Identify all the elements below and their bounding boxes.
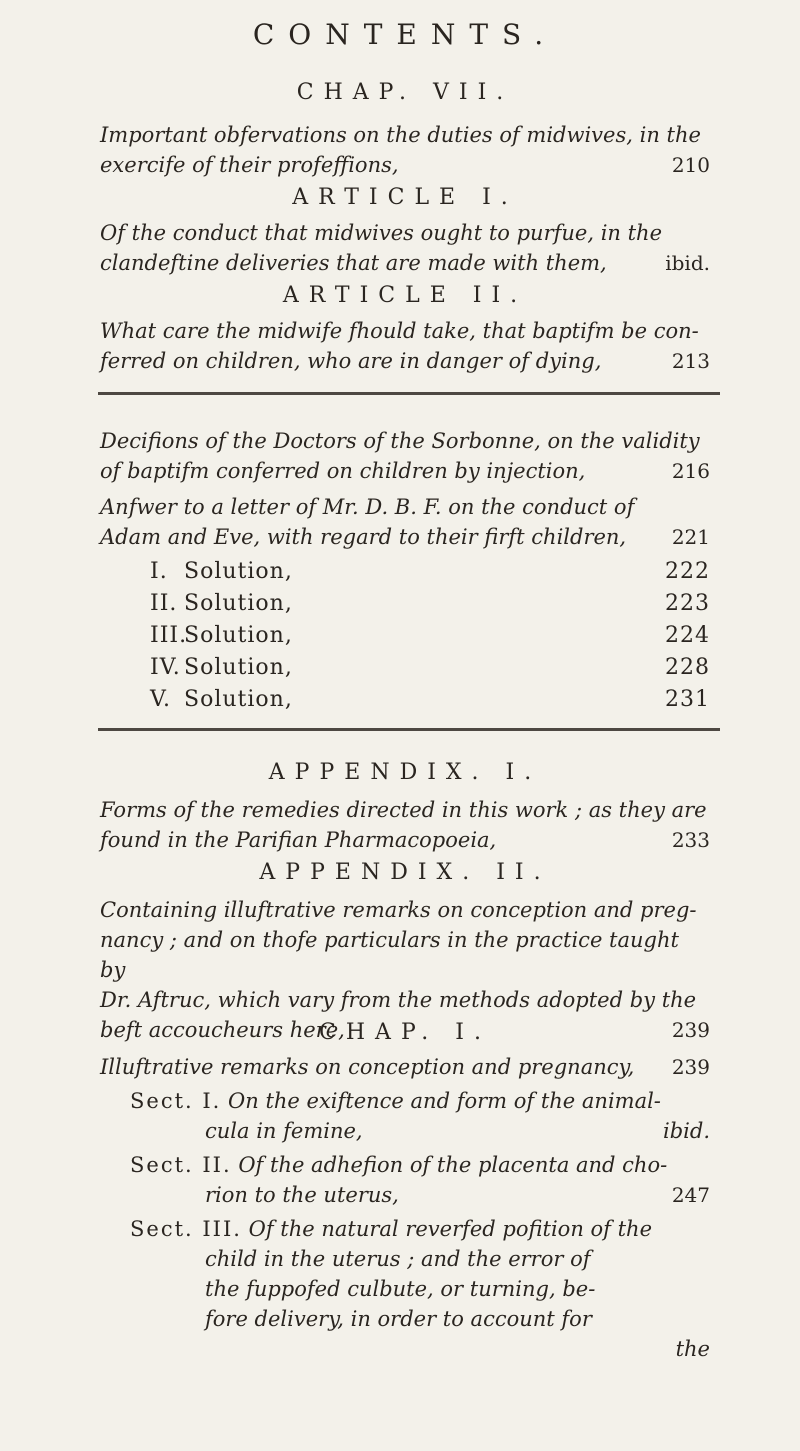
- solution-row: [150, 684, 710, 716]
- solution-label: Solution,: [184, 623, 293, 648]
- page-number: 210: [671, 153, 710, 177]
- sect2-label: Sect. II.: [130, 1153, 232, 1177]
- sect2-row2: [130, 1180, 710, 1210]
- decisions-line2: of baptifm conferred on children by injection,: [100, 459, 586, 483]
- page-number: 233: [671, 828, 710, 852]
- section-divider: [98, 728, 720, 731]
- solution-row: [150, 652, 710, 684]
- article2-row2: [100, 346, 710, 376]
- chap1-entry: [100, 1052, 710, 1082]
- page-number: 228: [665, 655, 710, 680]
- solution-row: [150, 588, 710, 620]
- sect1-row2: [130, 1116, 710, 1146]
- appendix1-entry: [100, 795, 710, 855]
- appendix2-heading: APPENDIX. II.: [259, 860, 551, 885]
- article1-line1: Of the conduct that midwives ought to purfue, in the: [100, 221, 663, 245]
- page-number: 223: [665, 591, 710, 616]
- sect2-entry: [130, 1150, 710, 1210]
- article1-heading: ARTICLE I.: [292, 185, 518, 210]
- chap1-row: [100, 1052, 710, 1082]
- page-number: 224: [665, 623, 710, 648]
- chap1-heading: CHAP. I.: [319, 1020, 491, 1045]
- sect1-label: Sect. I.: [130, 1089, 222, 1113]
- sect2-line1: Of the adhefion of the placenta and cho-: [238, 1153, 668, 1177]
- appendix1-line2: found in the Parifian Pharmacopoeia,: [100, 828, 497, 852]
- solution-row: [150, 620, 710, 652]
- article1-row2: [100, 248, 710, 278]
- appendix2-line3: Dr. Aftruc, which vary from the methods adopted by the: [100, 988, 697, 1012]
- sect3-line2: child in the uterus ; and the error of: [205, 1247, 591, 1271]
- sect1-line1: On the exiftence and form of the animal-: [228, 1089, 661, 1113]
- sect3-line4: fore delivery, in order to account for: [205, 1307, 592, 1331]
- decisions-line1: Decifions of the Doctors of the Sorbonne, on the validity: [100, 429, 700, 453]
- page-number: 213: [671, 349, 710, 373]
- appendix1-heading: APPENDIX. I.: [268, 760, 542, 785]
- answer-line2: Adam and Eve, with regard to their firft children,: [100, 525, 627, 549]
- solution-label: Solution,: [184, 655, 293, 680]
- article2-entry: [100, 316, 710, 376]
- answer-row2: [100, 522, 710, 552]
- contents-title: CONTENTS.: [252, 18, 558, 51]
- page-number: 239: [671, 1055, 710, 1079]
- page-number: 239: [671, 1018, 710, 1042]
- section-divider: [98, 392, 720, 395]
- page-number: 231: [665, 687, 710, 712]
- answer-entry: [100, 492, 710, 552]
- solution-label: Solution,: [184, 559, 293, 584]
- appendix1-row2: [100, 825, 710, 855]
- page-number: 222: [665, 559, 710, 584]
- sect2-line2: rion to the uterus,: [205, 1183, 399, 1207]
- page-number: 247: [671, 1183, 710, 1207]
- decisions-row2: [100, 456, 710, 486]
- appendix2-line2: nancy ; and on thofe particulars in the practice taught by: [100, 928, 679, 982]
- sect3-label: Sect. III.: [130, 1217, 242, 1241]
- article1-entry: [100, 218, 710, 278]
- page-number: 216: [671, 459, 710, 483]
- chap7-intro-row2: [100, 150, 710, 180]
- solution-number: I.: [150, 559, 168, 584]
- article2-line2: ferred on children, who are in danger of dying,: [100, 349, 602, 373]
- chap7-intro-line1: Important obfervations on the duties of midwives, in the: [100, 123, 701, 147]
- answer-line1: Anfwer to a letter of Mr. D. B. F. on the conduct of: [100, 495, 635, 519]
- solution-number: III.: [150, 623, 188, 648]
- page-number: ibid.: [665, 251, 710, 275]
- decisions-entry: [100, 426, 710, 486]
- article2-line1: What care the midwife fhould take, that baptifm be con-: [100, 319, 699, 343]
- article2-heading: ARTICLE II.: [282, 283, 528, 308]
- appendix2-line4: beft accoucheurs here,: [100, 1018, 345, 1042]
- chap1-line: Illuftrative remarks on conception and pregnancy,: [100, 1055, 635, 1079]
- catchword: the: [675, 1337, 710, 1361]
- chap7-intro: [100, 120, 710, 180]
- solution-number: II.: [150, 591, 178, 616]
- appendix2-line1: Containing illuftrative remarks on conception and preg-: [100, 898, 697, 922]
- article1-line2: clandeftine deliveries that are made with them,: [100, 251, 607, 275]
- chapter-heading: CHAP. VII.: [296, 80, 514, 105]
- sect3-entry: [130, 1214, 710, 1364]
- sect1-line2: cula in femine,: [205, 1119, 363, 1143]
- solution-number: V.: [150, 687, 172, 712]
- solutions-list: [150, 556, 710, 716]
- solution-number: IV.: [150, 655, 181, 680]
- appendix1-line1: Forms of the remedies directed in this work ; as they are: [100, 798, 707, 822]
- page-number: 221: [671, 525, 710, 549]
- sect3-line1: Of the natural reverfed pofition of the: [248, 1217, 653, 1241]
- solution-label: Solution,: [184, 591, 293, 616]
- chap7-intro-line2: exercife of their profeffions,: [100, 153, 399, 177]
- solution-row: [150, 556, 710, 588]
- sect1-entry: [130, 1086, 710, 1146]
- page-number: ibid.: [663, 1119, 710, 1143]
- sect3-line3: the fuppofed culbute, or turning, be-: [205, 1277, 596, 1301]
- solution-label: Solution,: [184, 687, 293, 712]
